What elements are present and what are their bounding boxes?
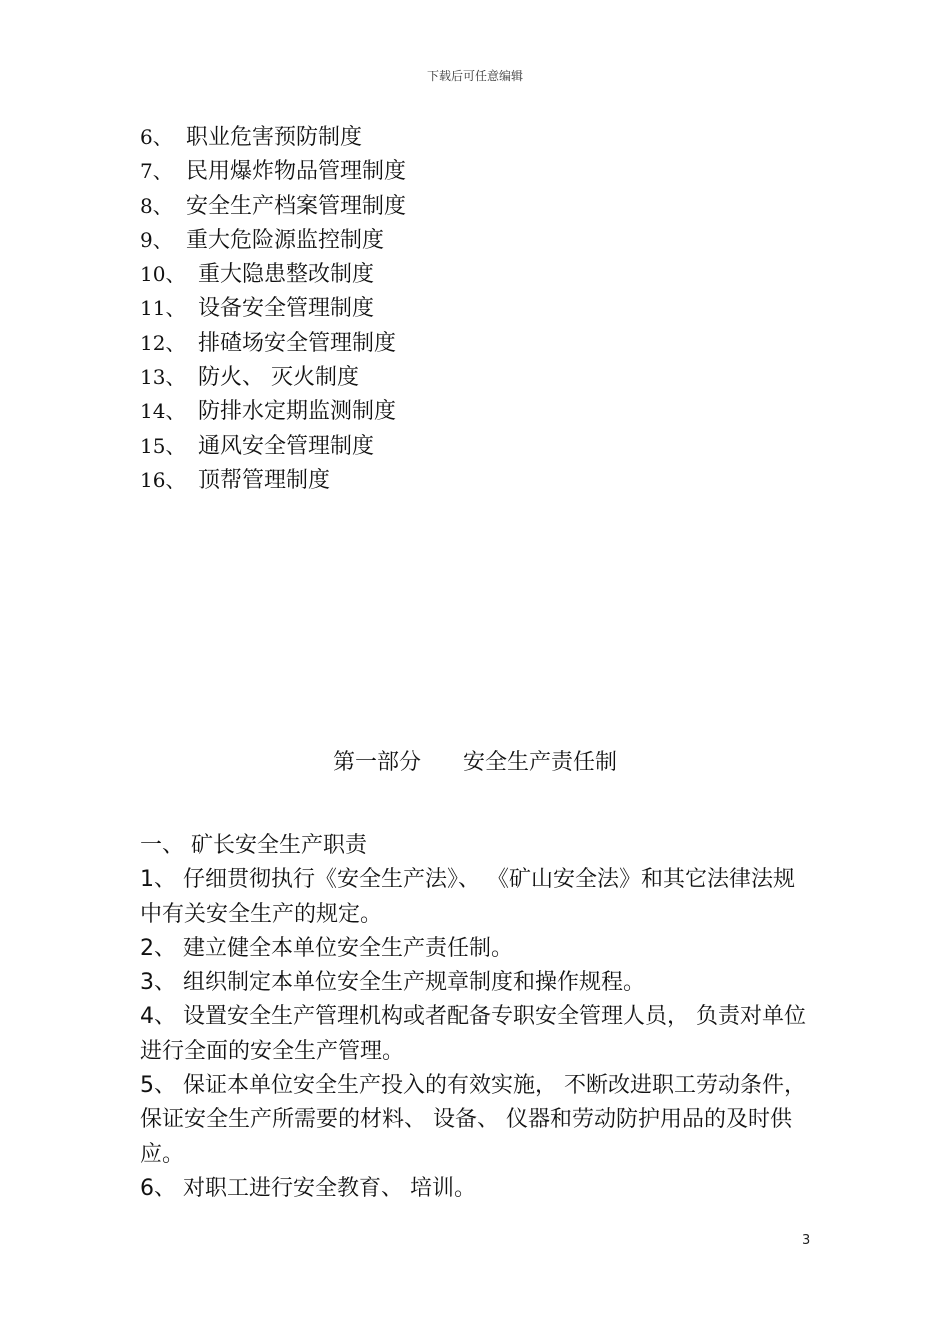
list-item-number: 10、 <box>140 262 186 287</box>
list-item-text: 防火、 灭火制度 <box>198 365 359 391</box>
list-item-number: 8、 <box>140 193 173 218</box>
list-item <box>140 463 406 497</box>
list-item <box>140 291 406 325</box>
page-number: 3 <box>802 1233 811 1248</box>
duty-paragraph: 1、 仔细贯彻执行《安全生产法》、 《矿山安全法》和其它法律法规中有关安全生产的规定。 <box>140 867 795 927</box>
list-item <box>140 223 406 257</box>
list-item-text: 民用爆炸物品管理制度 <box>186 159 407 185</box>
list-item-number: 11、 <box>140 296 186 321</box>
list-item-number: 9、 <box>140 227 173 252</box>
list-item-text: 通风安全管理制度 <box>198 433 375 459</box>
duty-paragraph: 2、 建立健全本单位安全生产责任制。 <box>140 935 513 961</box>
list-item-text: 重大隐患整改制度 <box>198 262 375 288</box>
duties-section <box>140 829 812 1206</box>
list-item-text: 设备安全管理制度 <box>198 296 375 322</box>
list-item-text: 职业危害预防制度 <box>186 125 363 150</box>
list-item-text: 顶帮管理制度 <box>198 467 331 493</box>
list-item-number: 6、 <box>140 125 173 149</box>
list-item <box>140 360 406 394</box>
list-item <box>140 326 406 360</box>
list-item-number: 16、 <box>140 467 186 492</box>
list-item-text: 防排水定期监测制度 <box>198 399 397 425</box>
duty-paragraph: 4、 设置安全生产管理机构或者配备专职安全管理人员， 负责对单位进行全面的安全生产管理。 <box>140 1004 806 1064</box>
regulations-list <box>140 120 406 497</box>
list-item-text: 重大危险源监控制度 <box>186 227 385 253</box>
list-item <box>140 120 406 154</box>
subsection-heading: 一、 矿长安全生产职责 <box>140 833 367 858</box>
list-item-number: 12、 <box>140 330 186 355</box>
duty-paragraph: 6、 对职工进行安全教育、 培训。 <box>140 1175 476 1201</box>
list-item-number: 13、 <box>140 365 186 390</box>
list-item <box>140 189 406 223</box>
list-item <box>140 394 406 428</box>
list-item-number: 7、 <box>140 159 173 184</box>
page-header-note: 下载后可任意编辑 <box>426 69 523 83</box>
list-item <box>140 257 406 291</box>
duty-paragraph: 3、 组织制定本单位安全生产规章制度和操作规程。 <box>140 970 645 996</box>
list-item <box>140 154 406 188</box>
list-item-number: 14、 <box>140 399 186 424</box>
list-item-text: 安全生产档案管理制度 <box>186 193 407 219</box>
list-item-number: 15、 <box>140 433 186 458</box>
duty-paragraph: 5、 保证本单位安全生产投入的有效实施， 不断改进职工劳动条件， 保证安全生产所需要的材料、 设备、 仪器和劳动防护用品的及时供应。 <box>140 1073 806 1167</box>
list-item-text: 排碴场安全管理制度 <box>198 330 397 356</box>
section-title: 第一部分 安全生产责任制 <box>333 750 617 775</box>
list-item <box>140 429 406 463</box>
